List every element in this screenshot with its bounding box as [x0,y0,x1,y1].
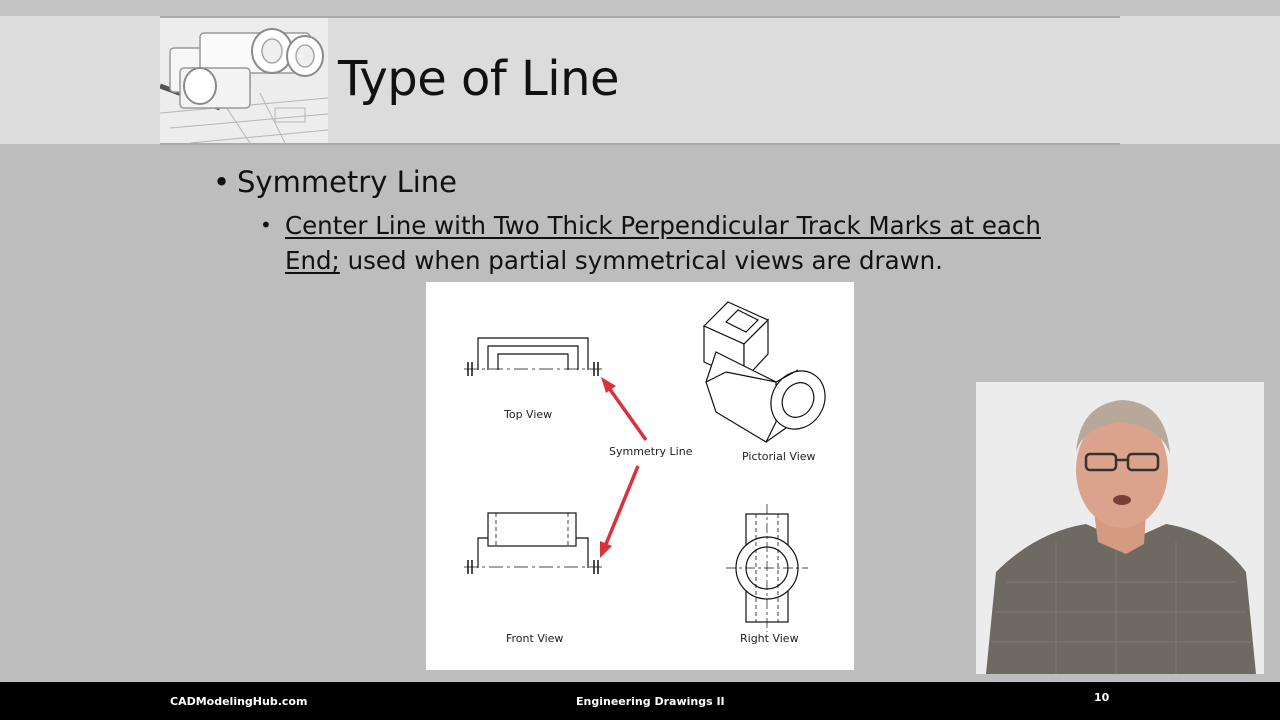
bullet-level-1 [213,162,457,202]
pictorial-view-label: Pictorial View [742,450,816,463]
footer-site: CADModelingHub.com [170,695,308,708]
bullet-rest-text: used when partial symmetrical views are drawn. [339,246,943,275]
symmetry-line-diagram [426,282,854,670]
front-view-label: Front View [506,632,564,645]
slide-title: Type of Line [338,51,620,107]
footer-course: Engineering Drawings II [576,695,725,708]
footer-bar [0,682,1280,720]
orthographic-views-drawing [426,282,854,670]
top-strip [0,0,1280,16]
top-view-label: Top View [504,408,553,421]
slide-number: 10 [1094,691,1110,704]
presenter-video [976,382,1264,674]
right-view-label: Right View [740,632,799,645]
bullet-level-2-text [285,208,1075,278]
blueprint-rolls-image [160,18,328,143]
arrows [600,377,646,558]
bullet-underlined-text: Center Line with Two Thick Perpendicular Track Marks at each End; [285,211,1041,275]
title-band-bottom-rule [160,143,1120,145]
presenter-avatar-icon [976,382,1264,674]
bullet-dot: • [213,165,231,199]
symmetry-line-label: Symmetry Line [609,445,693,458]
bullet-dot: • [260,213,272,237]
blueprint-rolls-icon [160,18,328,143]
bullet-level-1-text: Symmetry Line [237,165,458,199]
